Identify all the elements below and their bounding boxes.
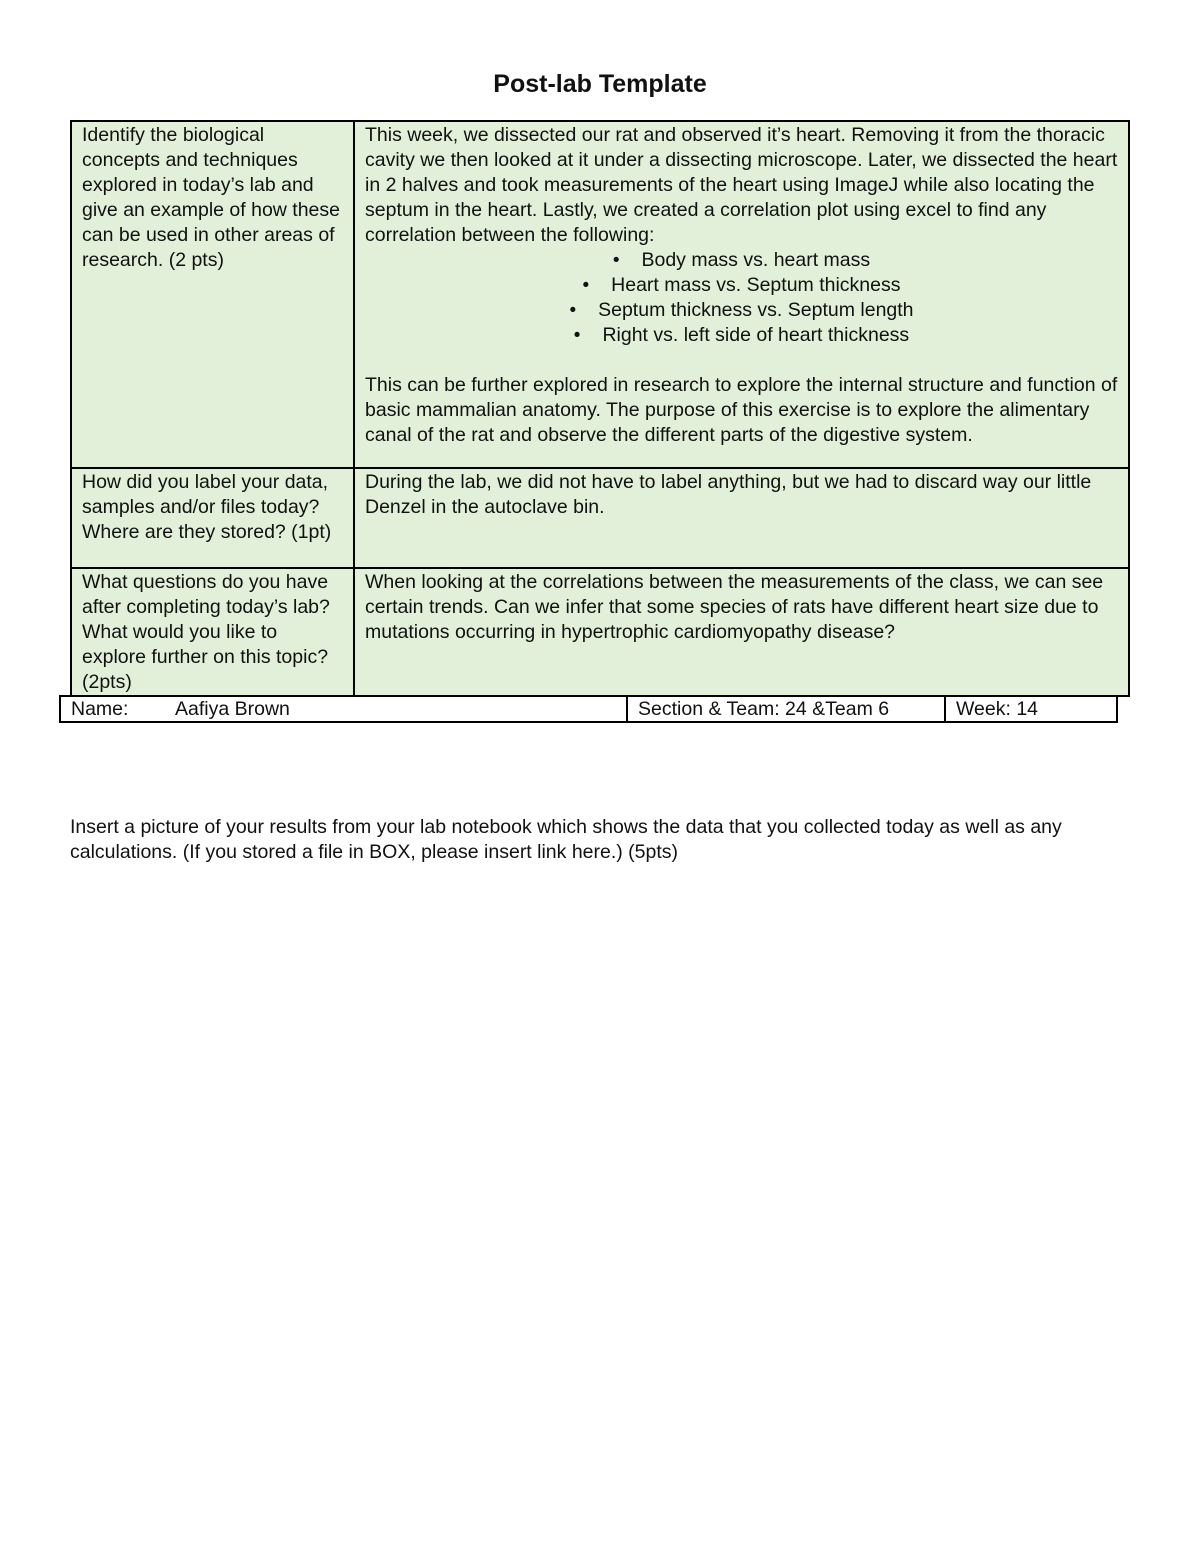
answer-cell[interactable]: When looking at the correlations between the measurements of the class, we can see certain trends. Can we infer that some species of rats have different heart size due to mutations occurring in hypertrophic cardiomyopathy disease?: [354, 568, 1129, 696]
answer-cell[interactable]: [354, 121, 1129, 468]
list-item: • Body mass vs. heart mass: [365, 248, 1118, 273]
table-row: [71, 568, 1129, 696]
student-info-table: [59, 695, 1118, 723]
instructions-text: Insert a picture of your results from your lab notebook which shows the data that you collected today as well as any calculations. (If you stored a file in BOX, please insert link here.) (5pts): [70, 816, 1062, 863]
answer-cell[interactable]: During the lab, we did not have to label anything, but we had to discard way our little Denzel in the autoclave bin.: [354, 468, 1129, 568]
answer-outro: This can be further explored in research to explore the internal structure and function of basic mammalian anatomy. The purpose of this exercise is to explore the alimentary canal of the rat and observe the different parts of the digestive system.: [365, 374, 1118, 446]
answer-intro: This week, we dissected our rat and observed it’s heart. Removing it from the thoracic cavity we then looked at it under a dissecting microscope. Later, we dissected the heart in 2 halves and took measurements of the heart using ImageJ while also locating the septum in the heart. Lastly, we created a correlation plot using excel to find any correlation between the following:: [365, 124, 1118, 246]
name-label: Name:: [71, 698, 129, 720]
name-cell[interactable]: [60, 696, 627, 722]
question-cell: How did you label your data, samples and/or files today? Where are they stored? (1pt): [71, 468, 354, 568]
week-cell[interactable]: Week: 14: [945, 696, 1117, 722]
table-row: [71, 468, 1129, 568]
list-item: • Heart mass vs. Septum thickness: [365, 273, 1118, 298]
list-item: • Right vs. left side of heart thickness: [365, 323, 1118, 348]
question-cell: Identify the biological concepts and techniques explored in today’s lab and give an example of how these can be used in other areas of research. (2 pts): [71, 121, 354, 468]
spacer: [365, 348, 1118, 373]
correlation-list: [365, 248, 1118, 348]
table-row: [71, 121, 1129, 468]
page-title: Post-lab Template: [493, 70, 707, 98]
section-team-cell[interactable]: Section & Team: 24 &Team 6: [627, 696, 945, 722]
postlab-table: [70, 120, 1130, 697]
table-row: [60, 696, 1117, 722]
question-cell: What questions do you have after completing today’s lab? What would you like to explore further on this topic? (2pts): [71, 568, 354, 696]
list-item: • Septum thickness vs. Septum length: [365, 298, 1118, 323]
name-value: Aafiya Brown: [175, 698, 290, 720]
